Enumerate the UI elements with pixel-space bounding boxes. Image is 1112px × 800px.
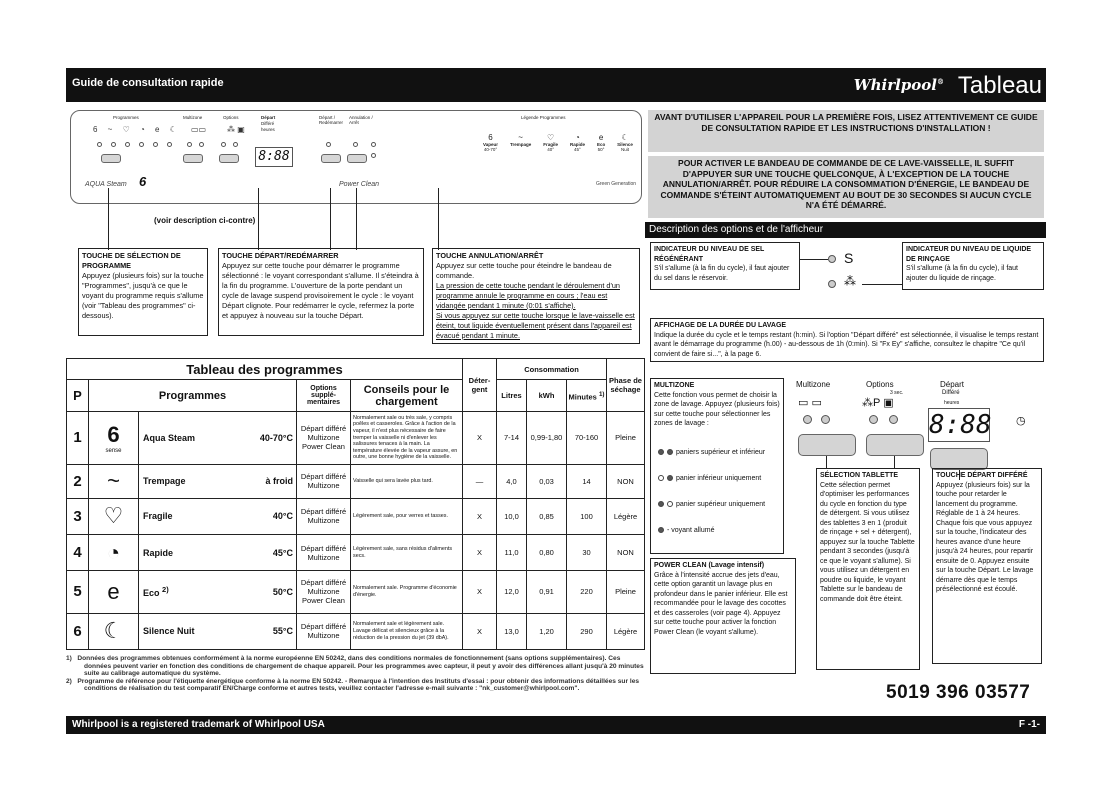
legend-silence: ☾ Silence Nuit: [617, 133, 633, 152]
table-row: 5 e Eco $^{2)}$ 50°C Départ différé Multizone Power Clean Normalement sale. Programme d'économie d'énergie. X 12,0 0,91 220 Pleine: [67, 571, 645, 614]
program-led: [139, 142, 144, 147]
callout-line: [862, 284, 902, 285]
rinse-aid-indicator-box: INDICATEUR DU NIVEAU DE LIQUIDE DE RINÇAGE S'il s'allume (à la fin du cycle), il faut ajouter du liquide de rinçage.: [902, 242, 1044, 290]
consumption-header: Consommation: [497, 359, 607, 380]
delay-time-display: 8:88: [929, 410, 992, 440]
options-led: [233, 142, 238, 147]
power-clean-led: [889, 415, 898, 424]
program-selection-box: TOUCHE DE SÉLECTION DE PROGRAMME Appuyez (plusieurs fois) sur la touche "Programmes", jusqu'à ce que le voyant du programme requis s'allume (voir "Tableau des programmes" ci-dessous).: [78, 248, 208, 336]
mini-label-differe: Différé: [942, 390, 960, 396]
multizone-icon: ▭ ▭: [798, 397, 822, 409]
options-header: Options supplé-mentaires: [297, 380, 351, 412]
tablet-selection-box: SÉLECTION TABLETTE Cette sélection permet d'optimiser les performances du cycle en fonction du type de détergent. Si vous utilisez des tablettes 3 en 1 (produit de rinçage + sel + détergent), appuyez sur la touche Tablette pendant 3 secondes (jusqu'à ce que le voyant s'allume). Si vous utilisez un détergent en poudre ou liquide, le voyant Tablette sur le bandeau de commande doit être éteint.: [816, 468, 920, 670]
loading-advice-header: Conseils pour le chargement: [351, 380, 463, 412]
salt-led: [371, 142, 376, 147]
page-number: F -1-: [1018, 719, 1040, 730]
callout-line: [356, 188, 357, 250]
green-generation-logo: Green Generation: [596, 181, 637, 187]
section-title: Tableau: [957, 72, 1042, 99]
rinse-aid-led: [371, 153, 376, 158]
multizone-legend-lower: panier inférieur uniquement: [658, 474, 778, 483]
delay-start-icon: ◷: [1016, 415, 1026, 427]
panel-label-legende: Légende Programmes: [521, 115, 566, 120]
table-row: 1 6 sense Aqua Steam 40-70°C Départ différé Multizone Power Clean Normalement sale ou très sale, y compris poêles et casseroles. Grâce à l'action de la vapeur, il n'est plus nécessaire de faire tremper la vaisselle ni d'enlever les salissures tenaces à la main. La température élevée de la vapeur assure, en outre, une bonne hygiène de la vaisselle. X 7-14 0,99-1,80 70-160 Pleine: [67, 412, 645, 464]
options-description-title: Description des options et de l'afficheur: [645, 222, 1046, 238]
document-code: 5019 396 03577: [886, 682, 1031, 703]
callout-line: [108, 188, 109, 250]
aqua-steam-logo: AQUA Steam: [85, 181, 127, 188]
multizone-button[interactable]: [798, 434, 856, 456]
litres-header: Litres: [497, 380, 527, 412]
trademark-note: Whirlpool is a registered trademark of Whirlpool USA: [72, 719, 325, 730]
sixth-sense-logo: 6: [139, 174, 147, 189]
salt-indicator-box: INDICATEUR DU NIVEAU DE SEL RÉGÉNÉRANT S'il s'allume (à la fin du cycle), il faut ajouter du sel dans le réservoir.: [650, 242, 800, 290]
callout-line: [330, 188, 331, 250]
options-led: [221, 142, 226, 147]
start-button[interactable]: [321, 154, 341, 163]
footnote: 1) Données des programmes obtenues conformément à la norme européenne EN 50242, dans des conditions normales de fonctionnement (sans options supplémentaires). Ces données peuvent varier en fonction des conditions de chargement de chaque appareil. Pour les programmes avec capteur, il peut y avoir des différences allant jusqu'à 20 minutes suite au calibrage automatique du système.: [66, 655, 644, 678]
salt-s-icon: S: [844, 250, 854, 266]
callout-line: [800, 259, 828, 260]
soak-icon: ~: [89, 464, 139, 498]
panel-label-cancel: Annulation / Arrêt: [349, 115, 373, 125]
legend-eco: e Eco 50°: [596, 133, 606, 152]
panel-label-options: Options: [223, 115, 239, 120]
multizone-led: [821, 415, 830, 424]
mini-label-multizone: Multizone: [796, 380, 831, 389]
cancel-stop-box: TOUCHE ANNULATION/ARRÊT Appuyez sur cette touche pour éteindre le bandeau de commande. La pression de cette touche pendant le déroulement d'un programme annule le programme en cours ; l'eau est vidangée pendant 1 minute (0:01 s'affiche). Si vous appuyez sur cette touche lorsque le lave-vaisselle est éteint, tout liquide éventuellement présent dans l'appareil est évacué pendant 1 minute.: [432, 248, 640, 344]
panel-label-multizone: Multizone: [183, 115, 203, 120]
warning-activation: POUR ACTIVER LE BANDEAU DE COMMANDE DE CE LAVE-VAISSELLE, IL SUFFIT D'APPUYER SUR UNE TOUCHE QUELCONQUE, À L'EXCEPTION DE LA TOUCHE ANNULATION/ARRÊT. POUR RÉDUIRE LA CONSOMMATION D'ÉNERGIE, LE BANDEAU DE COMMANDE S'ÉTEINT AUTOMATIQUEMENT AU BOUT DE 30 SECONDES SI AUCUN CYCLE N'A ÉTÉ DÉMARRÉ.: [648, 156, 1044, 218]
tablet-led: [869, 415, 878, 424]
cancel-button[interactable]: [347, 154, 367, 163]
time-display: 8:88: [255, 147, 293, 167]
program-led: [153, 142, 158, 147]
options-icon: ⁂P ▣: [862, 397, 894, 409]
multizone-led: [187, 142, 192, 147]
p-header: P: [67, 380, 89, 412]
multizone-legend-upper: panier supérieur uniquement: [658, 500, 778, 509]
program-button[interactable]: [101, 154, 121, 163]
table-title: Tableau des programmes: [67, 359, 463, 380]
see-description-note: (voir description ci-contre): [154, 216, 256, 225]
warning-read-first: AVANT D'UTILISER L'APPAREIL POUR LA PREMIÈRE FOIS, LISEZ ATTENTIVEMENT CE GUIDE DE CONSULTATION RAPIDE ET LES INSTRUCTIONS D'INSTALLATION !: [648, 110, 1044, 152]
callout-line: [894, 456, 895, 468]
start-led: [326, 142, 331, 147]
delay-start-box: TOUCHE DÉPART DIFFÉRÉ Appuyez (plusieurs fois) sur la touche pour retarder le lancement du programme. Réglable de 1 à 24 heures. Chaque fois que vous appuyez sur la touche, l'indicateur des heures avance d'une heure jusqu'à 24 heures, pour repartir ensuite de 0. Appuyez ensuite sur la touche Départ. Le lavage démarre dès que le temps présélectionné est écoulé.: [932, 468, 1042, 664]
program-led: [97, 142, 102, 147]
multizone-box: MULTIZONE Cette fonction vous permet de choisir la zone de lavage. Appuyez (plusieurs fois) sur cette touche pour sélectionner les zones de lavage :: [650, 378, 784, 554]
delay-start-button[interactable]: [930, 448, 988, 470]
minutes-header: Minutes $^{1)}$: [567, 380, 607, 412]
kwh-header: kWh: [527, 380, 567, 412]
power-clean-box: POWER CLEAN (Lavage intensif) Grâce à l'intensité accrue des jets d'eau, cette option garantit un lavage plus en profondeur dans le panier inférieur. Elle est recommandée pour le lavage des cocottes et des casseroles (voir page 4). Appuyez sur cette touche pour activer la fonction Power Clean (le voyant s'allume).: [650, 558, 796, 674]
program-led: [167, 142, 172, 147]
legend-trempage: ~ Trempage: [509, 133, 532, 147]
footer-bar: [66, 716, 1046, 734]
mini-label-heures: heures: [944, 400, 960, 406]
footnote: 2) Programme de référence pour l'étiquette énergétique conforme à la norme EN 50242. - Remarque à l'intention des Instituts d'essai : pour obtenir des informations détaillées sur les conditions de réalisation du test comparatif EN/Charge conforme et autres tests, veuillez contacter l'adresse e-mail suivante : "nk_customer@whirlpool.com".: [66, 677, 640, 693]
callout-line: [826, 456, 827, 468]
callout-line: [258, 188, 259, 250]
options-button[interactable]: [219, 154, 239, 163]
footnotes: [66, 655, 646, 693]
panel-label-start: Départ / Redémarrer: [319, 115, 344, 125]
quick-reference-sheet: [66, 68, 1046, 736]
table-row: 2 ~ Trempage à froid Départ différé Multizone Vaisselle qui sera lavée plus tard. — 4,0 0,03 14 NON: [67, 464, 645, 498]
mini-label-depart: Départ: [940, 380, 965, 389]
program-icons: 6 ~ ♡ ◔ e ☾: [93, 125, 181, 134]
callout-line: [438, 188, 439, 250]
panel-legend: [483, 133, 633, 152]
panel-label-heures: heures: [261, 127, 275, 132]
header-title: Guide de consultation rapide: [72, 77, 224, 89]
multizone-button[interactable]: [183, 154, 203, 163]
drying-header: Phase de séchage: [607, 359, 645, 412]
program-table: [66, 358, 645, 650]
moon-stars-icon: ☾: [89, 613, 139, 649]
header-bar: [66, 68, 1046, 102]
table-row: 3 ♡ Fragile 40°C Départ différé Multizone Légèrement sale, pour verres et tasses. X 10,0 0,85 100 Légère: [67, 498, 645, 534]
eco-leaf-icon: e: [89, 571, 139, 614]
power-clean-logo: Power Clean: [339, 181, 380, 188]
panel-label-programmes: Programmes: [113, 115, 139, 120]
mini-label-sec: 3 sec.: [890, 390, 904, 396]
glass-icon: ♡: [89, 498, 139, 534]
mini-label-options: Options: [866, 380, 894, 389]
programs-header: Programmes: [89, 380, 297, 412]
multizone-legend-both: paniers supérieur et inférieur: [658, 448, 778, 457]
panel-label-differe: Différé: [261, 121, 275, 126]
salt-led: [828, 255, 836, 263]
legend-fragile: ♡ Fragile 40°: [543, 133, 558, 152]
multizone-legend-on: - voyant allumé: [658, 526, 778, 535]
brand-logo: Whirlpool®: [853, 76, 944, 94]
start-restart-box: TOUCHE DÉPART/REDÉMARRER Appuyez sur cette touche pour démarrer le programme sélectionné : le voyant correspondant s'allume. Il s'éteindra à la fin du programme. L'ouverture de la porte pendant un cycle de lavage suspend provisoirement le cycle : le voyant Départ clignote. Pour redémarrer le cycle, refermez la porte et appuyez à nouveau sur la touche Départ.: [218, 248, 424, 336]
program-led: [111, 142, 116, 147]
detergent-header: Déter-gent: [463, 359, 497, 412]
panel-label-depart: Départ: [261, 115, 276, 120]
multizone-icon: ▭▭: [191, 125, 207, 134]
program-led: [125, 142, 130, 147]
legend-rapide: ◔ Rapide 45°: [569, 133, 585, 152]
clock-icon: ◔: [89, 534, 139, 570]
duration-display-box: AFFICHAGE DE LA DURÉE DU LAVAGE Indique la durée du cycle et le temps restant (h:min). Si l'option "Départ différé" est sélectionnée, il visualise le temps restant avant le démarrage du programme (h.00) - au-dessous de 1h (0:min). Si "Fx Ey" s'affiche, consultez le chapitre "Ce qu'il convient de faire si...", à la page 6.: [650, 318, 1044, 362]
cancel-led: [353, 142, 358, 147]
rinse-aid-led: [828, 280, 836, 288]
options-icon: ⁂ ▣: [227, 125, 245, 134]
table-row: 6 ☾ Silence Nuit 55°C Départ différé Multizone Normalement sale et légèrement sale. Lavage délicat et silencieux grâce à la réduction de la pression du jet (39 dbA). X 13,0 1,20 290 Légère: [67, 613, 645, 649]
options-button[interactable]: [866, 434, 924, 456]
aqua-steam-icon: 6 sense: [89, 412, 139, 464]
multizone-led: [803, 415, 812, 424]
multizone-led: [199, 142, 204, 147]
table-row: 4 ◔ Rapide 45°C Départ différé Multizone Légèrement sale, sans résidus d'aliments secs. X 11,0 0,80 30 NON: [67, 534, 645, 570]
legend-vapeur: 6 Vapeur 40-70°: [483, 133, 499, 152]
rinse-aid-icon: ⁂: [844, 274, 856, 288]
